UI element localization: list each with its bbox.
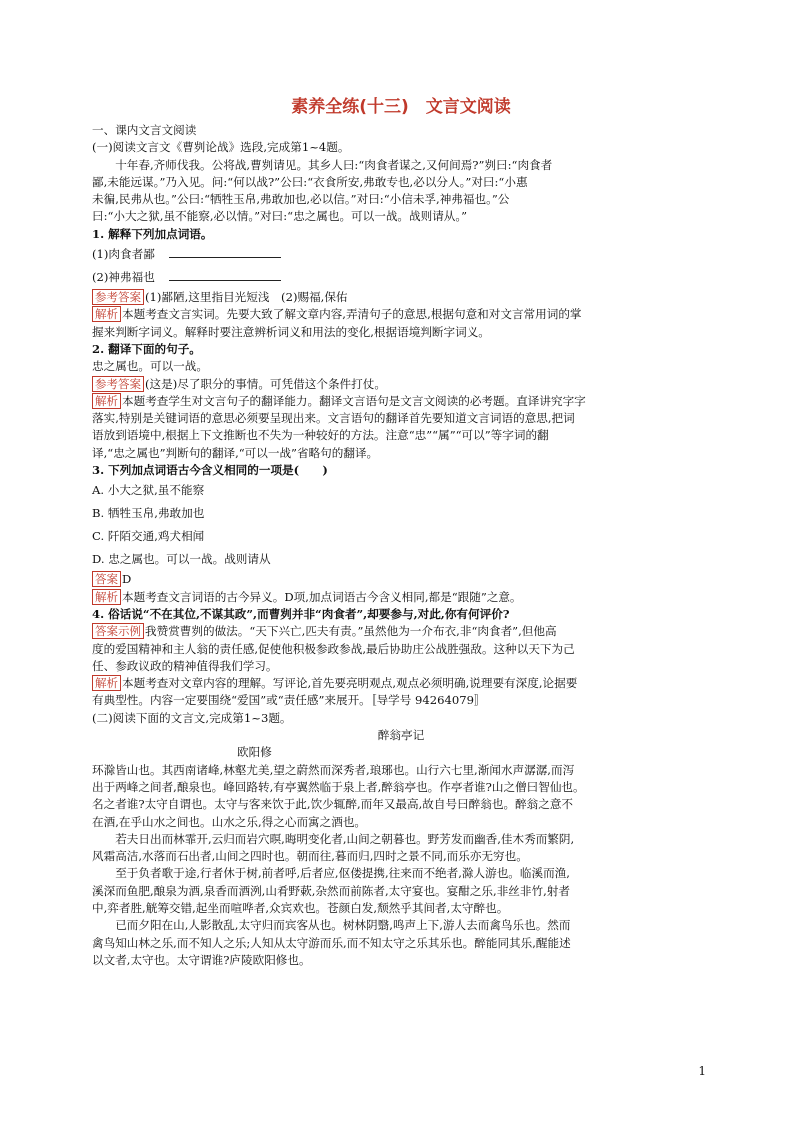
q3-option-c[interactable]: C. 阡陌交通,鸡犬相闻 [92,529,205,544]
q1-item-2 [92,266,710,289]
passage1-line: 鄙,未能远谋。”乃入见。问:“何以战?”公曰:“衣食所安,弗敢专也,必以分人。”对曰:“小惠 [92,174,528,189]
answer-blank[interactable] [169,245,281,258]
q4-answer-line: 任、参政议政的精神值得我们学习。 [92,658,278,673]
q4-answer-line: 度的爱国精神和主人翁的责任感,促使他积极参政参战,最后协助庄公战胜强敌。这种以天下为己 [92,641,575,656]
q3-option-a[interactable]: A. 小大之狱,虽不能察 [92,483,205,498]
passage2 [92,762,710,970]
question-3-stem: 3. 下列加点词语古今含义相同的一项是( ) [92,463,328,478]
q4-analysis-text: 本题考查对文章内容的理解。写评论,首先要亮明观点,观点必须明确,说理要有深度,论据要 [122,676,578,691]
q1-item-2-text: (2)神弗福也 [92,270,155,285]
passage1-line: 曰:“小大之狱,虽不能察,必以情。”对曰:“忠之属也。可以一战。战则请从。” [92,209,468,224]
worksheet-page [92,96,710,969]
q1-analysis [92,306,710,323]
passage2-line: 出于两峰之间者,酿泉也。峰回路转,有亭翼然临于泉上者,醉翁亭也。作亭者谁?山之僧曰智仙也。 [92,779,585,794]
q4-analysis-line: 有典型性。内容一定要围绕“爱国”或“责任感”来展开。〚导学号 94264079〛 [92,693,486,708]
answer-example-tag: 答案示例 [92,623,144,639]
question-1-stem: 1. 解释下列加点词语。 [92,226,213,241]
passage2-author: 欧阳修 [237,745,272,760]
passage1 [92,157,710,226]
q3-option-d[interactable]: D. 忠之属也。可以一战。战则请从 [92,552,271,567]
q3-answer [92,571,710,588]
question-2-stem: 2. 翻译下面的句子。 [92,341,201,356]
q1-item-1 [92,243,710,266]
passage2-title: 醉翁亭记 [377,728,425,743]
q2-sentence: 忠之属也。可以一战。 [92,359,208,374]
analysis-tag: 解析 [92,306,121,322]
q1-analysis-line: 握来判断字词义。解释时要注意辨析词义和用法的变化,根据语境判断字词义。 [92,324,490,339]
passage2-line: 风霜高洁,水落而石出者,山间之四时也。朝而往,暮而归,四时之景不同,而乐亦无穷也。 [92,849,528,864]
q2-analysis-line: 落实,特别是关键词语的意思必须要呈现出来。文言语句的翻译首先要知道文言词语的意思,把词 [92,411,575,426]
q2-answer [92,376,710,393]
q3-analysis [92,589,710,606]
q3-answer-text: D [122,572,132,587]
section-heading: 一、课内文言文阅读 [92,123,197,137]
q2-answer-text: (这是)尽了职分的事情。可凭借这个条件打仗。 [145,376,386,391]
q2-analysis-text: 本题考查学生对文言句子的翻译能力。翻译文言语句是文言文阅读的必考题。直译讲究字字 [122,393,586,408]
passage2-line: 以文者,太守也。太守谓谁?庐陵欧阳修也。 [92,952,311,967]
part1-intro: (一)阅读文言文《曹刿论战》选段,完成第1~4题。 [92,140,350,155]
passage2-line: 中,弈者胜,觥筹交错,起坐而喧哗者,众宾欢也。苍颜白发,颓然乎其间者,太守醉也。 [92,900,509,915]
q1-analysis-text: 本题考查文言实词。先要大致了解文章内容,弄清句子的意思,根据句意和对文言常用词的掌 [122,307,582,322]
answer-tag: 答案 [92,571,121,587]
passage2-line: 至于负者歌于途,行者休于树,前者呼,后者应,伛偻提携,往来而不绝者,滁人游也。临溪而渔, [115,866,570,881]
q1-item-1-text: (1)肉食者鄙 [92,247,155,262]
q3-analysis-text: 本题考查文言词语的古今异义。D项,加点词语古今含义相同,都是“跟随”之意。 [122,589,522,604]
answer-tag: 参考答案 [92,376,144,392]
q2-analysis-line: 译,“忠之属也”判断句的翻译,“可以一战”省略句的翻译。 [92,445,379,460]
q3-option-b[interactable]: B. 牺牲玉帛,弗敢加也 [92,506,205,521]
question-4-stem: 4. 俗话说“不在其位,不谋其政”,而曹刿并非“肉食者”,却要参与,对此,你有何评价? [92,606,510,621]
q4-analysis [92,675,710,692]
analysis-tag: 解析 [92,393,121,409]
q2-analysis [92,393,710,410]
q4-answer [92,623,710,640]
page-title: 素养全练(十三) 文言文阅读 [291,97,511,117]
passage2-line: 禽鸟知山林之乐,而不知人之乐;人知从太守游而乐,而不知太守之乐其乐也。醉能同其乐,醒能述 [92,935,571,950]
passage2-line: 已而夕阳在山,人影散乱,太守归而宾客从也。树林阴翳,鸣声上下,游人去而禽鸟乐也。然而 [115,918,571,933]
passage2-line: 在酒,在乎山水之间也。山水之乐,得之心而寓之酒也。 [92,814,367,829]
passage1-line: 十年春,齐师伐我。公将战,曹刿请见。其乡人曰:“肉食者谋之,又何间焉?”刿曰:“肉食者 [115,157,553,172]
passage2-line: 溪深而鱼肥,酿泉为酒,泉香而酒洌,山肴野蔌,杂然而前陈者,太守宴也。宴酣之乐,非丝非竹,射者 [92,883,570,898]
q1-answer [92,289,710,306]
analysis-tag: 解析 [92,589,121,605]
q2-analysis-line: 语放到语境中,根据上下文推断也不失为一种较好的方法。注意“忠”“属”“可以”等字词的翻 [92,428,549,443]
passage2-line: 若夫日出而林霏开,云归而岩穴暝,晦明变化者,山间之朝暮也。野芳发而幽香,佳木秀而繁阴, [115,831,575,846]
answer-tag: 参考答案 [92,289,144,305]
passage2-line: 环滁皆山也。其西南诸峰,林壑尤美,望之蔚然而深秀者,琅琊也。山行六七里,渐闻水声潺潺,而泻 [92,762,575,777]
passage1-line: 未徧,民弗从也。”公曰:“牺牲玉帛,弗敢加也,必以信。”对曰:“小信未孚,神弗福也。”公 [92,192,510,207]
answer-blank[interactable] [169,268,281,281]
q1-answer-text: (1)鄙陋,这里指目光短浅 (2)赐福,保佑 [145,290,348,305]
page-number: 1 [698,1064,706,1078]
q4-answer-text: 我赞赏曹刿的做法。“天下兴亡,匹夫有责。”虽然他为一介布衣,非“肉食者”,但他高 [145,624,557,639]
part2-intro: (二)阅读下面的文言文,完成第1~3题。 [92,710,292,725]
passage2-line: 名之者谁?太守自谓也。太守与客来饮于此,饮少辄醉,而年又最高,故自号曰醉翁也。醉翁之意不 [92,797,574,812]
analysis-tag: 解析 [92,675,121,691]
